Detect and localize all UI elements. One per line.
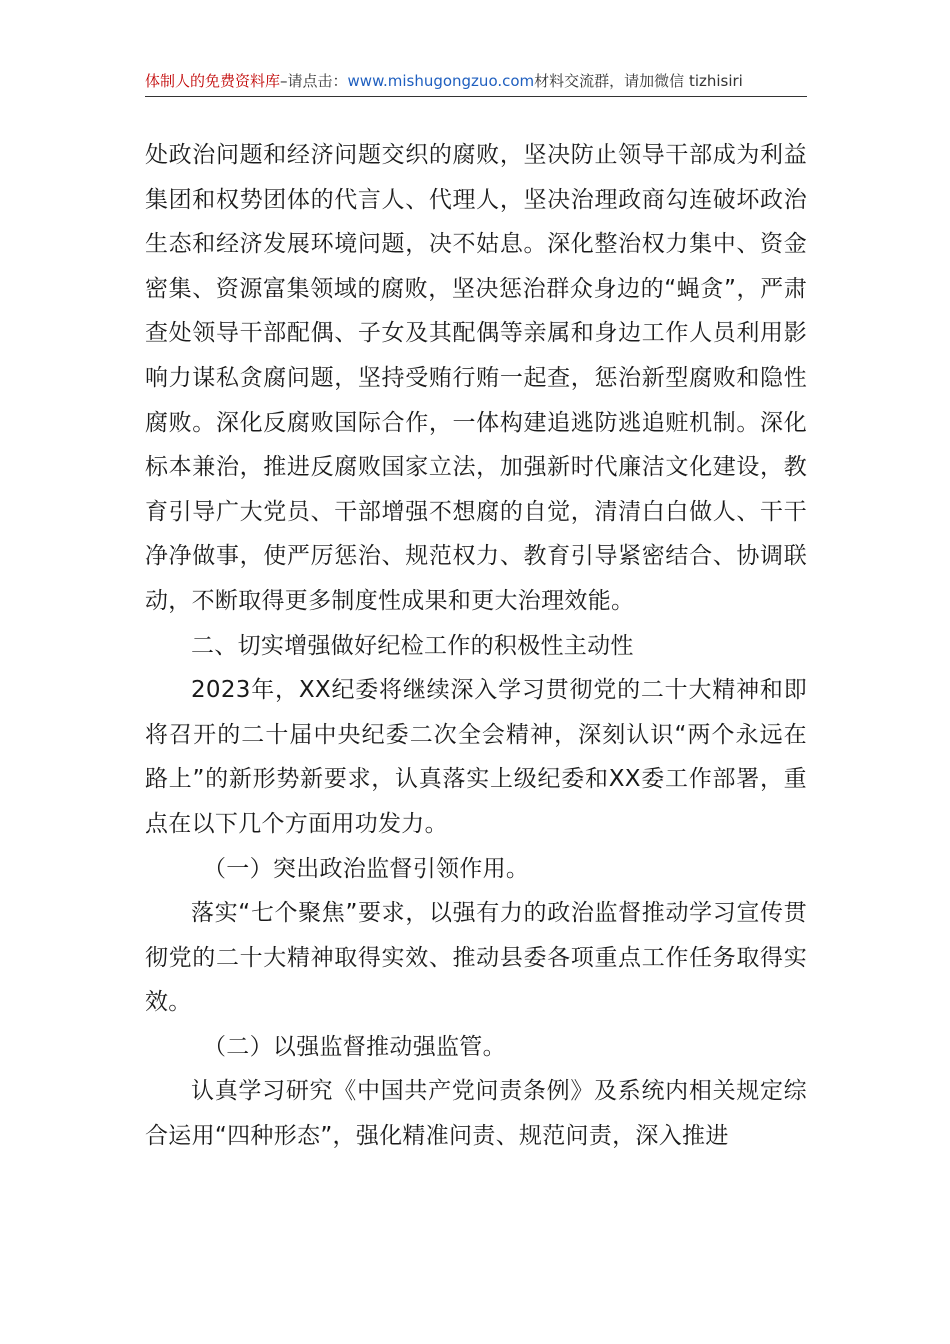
document-body — [145, 133, 807, 1159]
section-heading-2: 二、切实增强做好纪检工作的积极性主动性 — [191, 632, 634, 659]
paragraph-continuation: 处政治问题和经济问题交织的腐败，坚决防止领导干部成为利益集团和权势团体的代言人、代理人，坚决治理政商勾连破坏政治生态和经济发展环境问题，决不姑息。深化整治权力集中、资金密集、资源富集领域的腐败，坚决惩治群众身边的“蝇贪”，严肃查处领导干部配偶、子女及其配偶等亲属和身边工作人员利用影响力谋私贪腐问题，坚持受贿行贿一起查，惩治新型腐败和隐性腐败。深化反腐败国际合作，一体构建追逃防逃追赃机制。深化标本兼治，推进反腐败国家立法，加强新时代廉洁文化建设，教育引导广大党员、干部增强不想腐的自觉，清清白白做人、干干净净做事，使严厉惩治、规范权力、教育引导紧密结合、协调联动，不断取得更多制度性成果和更大治理效能。 — [145, 142, 807, 614]
paragraph-political-supervision: 落实“七个聚焦”要求，以强有力的政治监督推动学习宣传贯彻党的二十大精神取得实效、推动县委各项重点工作任务取得实效。 — [145, 900, 807, 1016]
header-link[interactable]: www.mishugongzuo.com — [347, 72, 535, 90]
subheading-1: （一）突出政治监督引领作用。 — [203, 855, 530, 882]
paragraph-accountability: 认真学习研究《中国共产党问责条例》及系统内相关规定综合运用“四种形态”，强化精准问责、规范问责，深入推进 — [145, 1078, 807, 1150]
header-contact: 材料交流群，请加微信 tizhisiri — [534, 72, 743, 90]
subheading-2: （二）以强监督推动强监管。 — [203, 1033, 506, 1060]
header-prompt: –请点击： — [280, 72, 348, 90]
header-brand: 体制人的免费资料库 — [145, 72, 281, 90]
paragraph-intro: 2023年，XX纪委将继续深入学习贯彻党的二十大精神和即将召开的二十届中央纪委二次全会精神，深刻认识“两个永远在路上”的新形势新要求，认真落实上级纪委和XX委工作部署，重点在以下几个方面用功发力。 — [145, 677, 807, 837]
page-header — [145, 66, 807, 97]
